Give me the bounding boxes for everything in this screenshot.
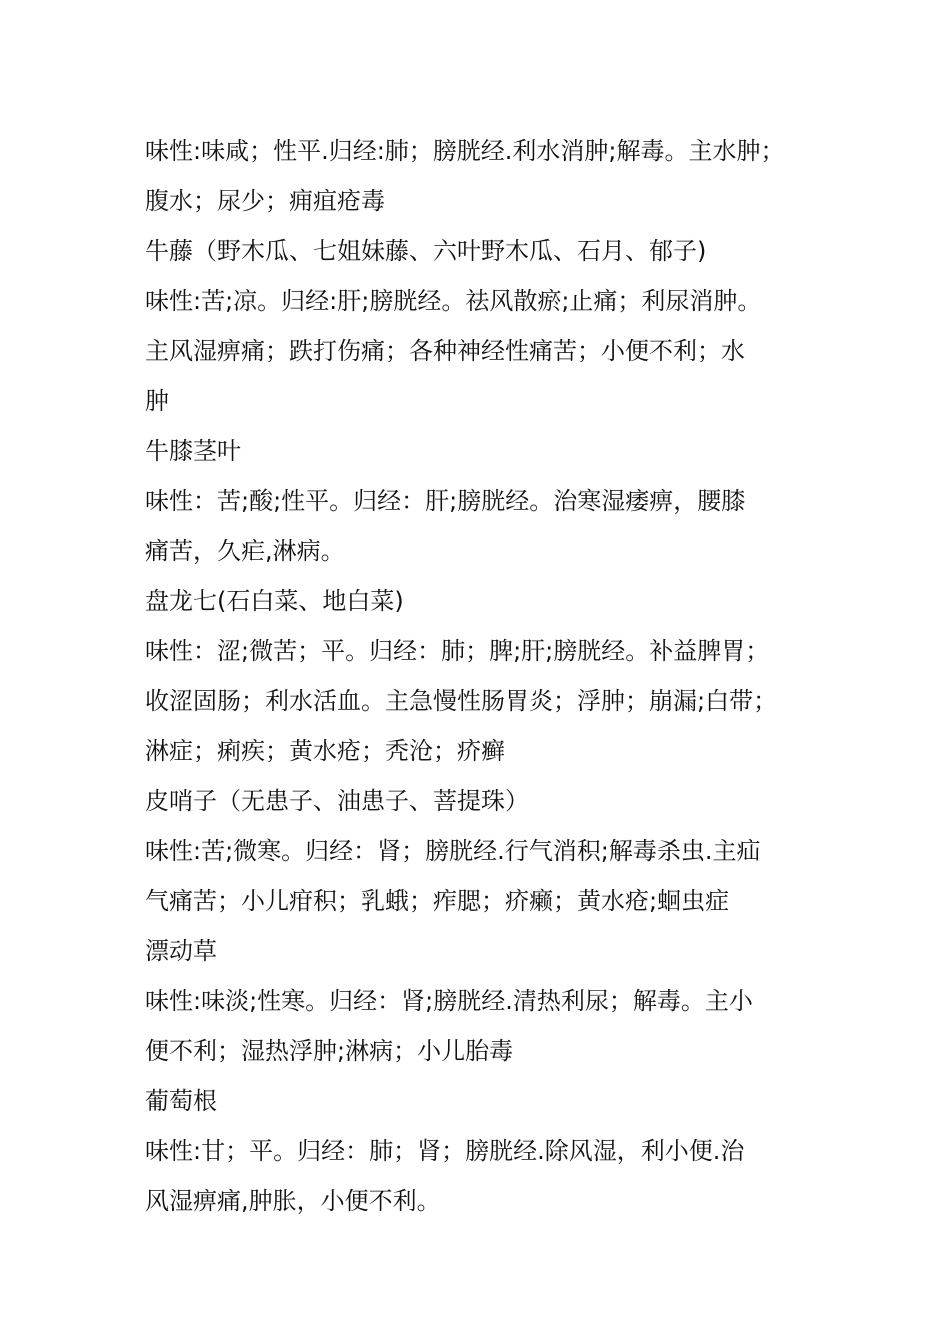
text-line: 收涩固肠；利水活血。主急慢性肠胃炎；浮肿；崩漏;白带； <box>145 687 778 715</box>
text-line: 味性:苦;微寒。归经：肾；膀胱经.行气消积;解毒杀虫.主疝 <box>145 837 761 865</box>
text-line: 味性:味淡;性寒。归经：肾;膀胱经.清热利尿；解毒。主小 <box>145 987 753 1015</box>
herb-heading: 牛藤（野木瓜、七姐妹藤、六叶野木瓜、石月、郁子) <box>145 237 707 265</box>
herb-heading: 皮哨子（无患子、油患子、菩提珠） <box>145 787 529 815</box>
text-line: 痛苦，久疟,淋病。 <box>145 537 345 565</box>
document-text <box>145 126 835 1226</box>
text-line: 淋症；痢疾；黄水疮；秃沧；疥癣 <box>145 737 505 765</box>
herb-heading: 漂动草 <box>145 937 217 965</box>
text-line: 主风湿痹痛；跌打伤痛；各种神经性痛苦；小便不利；水 <box>145 337 745 365</box>
text-line: 腹水；尿少；痈疽疮毒 <box>145 187 385 215</box>
text-line: 便不利；湿热浮肿;淋病；小儿胎毒 <box>145 1037 514 1065</box>
herb-heading: 盘龙七(石白菜、地白菜) <box>145 587 404 615</box>
text-line: 味性：涩;微苦；平。归经：肺；脾;肝;膀胱经。补益脾胃； <box>145 637 770 665</box>
herb-heading: 牛膝茎叶 <box>145 437 241 465</box>
text-line: 味性:苦;凉。归经:肝;膀胱经。祛风散瘀;止痛；利尿消肿。 <box>145 287 762 315</box>
text-line: 风湿痹痛,肿胀，小便不利。 <box>145 1187 441 1215</box>
text-line: 味性:甘；平。归经：肺；肾；膀胱经.除风湿，利小便.治 <box>145 1137 745 1165</box>
text-line: 肿 <box>145 387 169 415</box>
text-line: 气痛苦；小儿疳积；乳蛾；痄腮；疥癞；黄水疮;蛔虫症 <box>145 887 730 915</box>
text-line: 味性：苦;酸;性平。归经：肝;膀胱经。治寒湿痿痹，腰膝 <box>145 487 746 515</box>
herb-heading: 葡萄根 <box>145 1087 217 1115</box>
text-line: 味性:味咸；性平.归经:肺；膀胱经.利水消肿;解毒。主水肿； <box>145 137 785 165</box>
